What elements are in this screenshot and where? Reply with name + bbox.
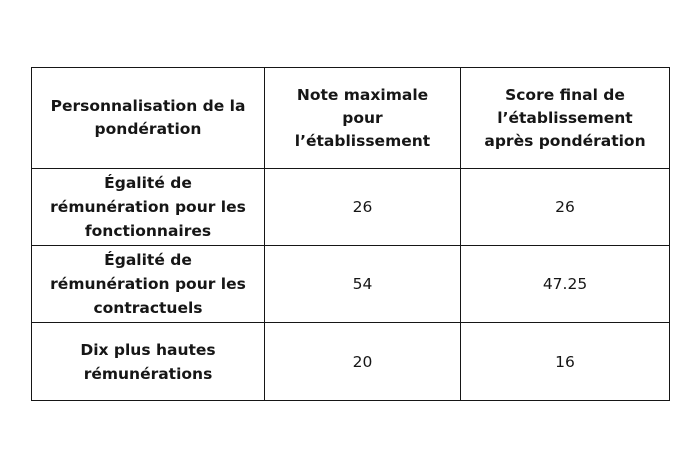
table-header bbox=[32, 68, 670, 169]
row-label: Égalité de rémunération pour les fonctionnaires bbox=[32, 169, 265, 246]
header-final-score: Score final de l’établissement après pondération bbox=[461, 68, 670, 169]
table-row bbox=[32, 169, 670, 246]
max-score-cell: 26 bbox=[265, 169, 461, 246]
final-score-cell: 47.25 bbox=[461, 246, 670, 323]
weighting-table bbox=[31, 67, 670, 401]
final-score-cell: 26 bbox=[461, 169, 670, 246]
header-max-score: Note maximale pour l’établissement bbox=[265, 68, 461, 169]
table-row bbox=[32, 246, 670, 323]
max-score-cell: 20 bbox=[265, 323, 461, 401]
row-label: Égalité de rémunération pour les contractuels bbox=[32, 246, 265, 323]
table-body bbox=[32, 169, 670, 401]
row-label: Dix plus hautes rémunérations bbox=[32, 323, 265, 401]
weighting-table-container bbox=[31, 67, 669, 401]
header-row bbox=[32, 68, 670, 169]
header-weighting-customization: Personnalisation de la pondération bbox=[32, 68, 265, 169]
max-score-cell: 54 bbox=[265, 246, 461, 323]
table-row bbox=[32, 323, 670, 401]
final-score-cell: 16 bbox=[461, 323, 670, 401]
